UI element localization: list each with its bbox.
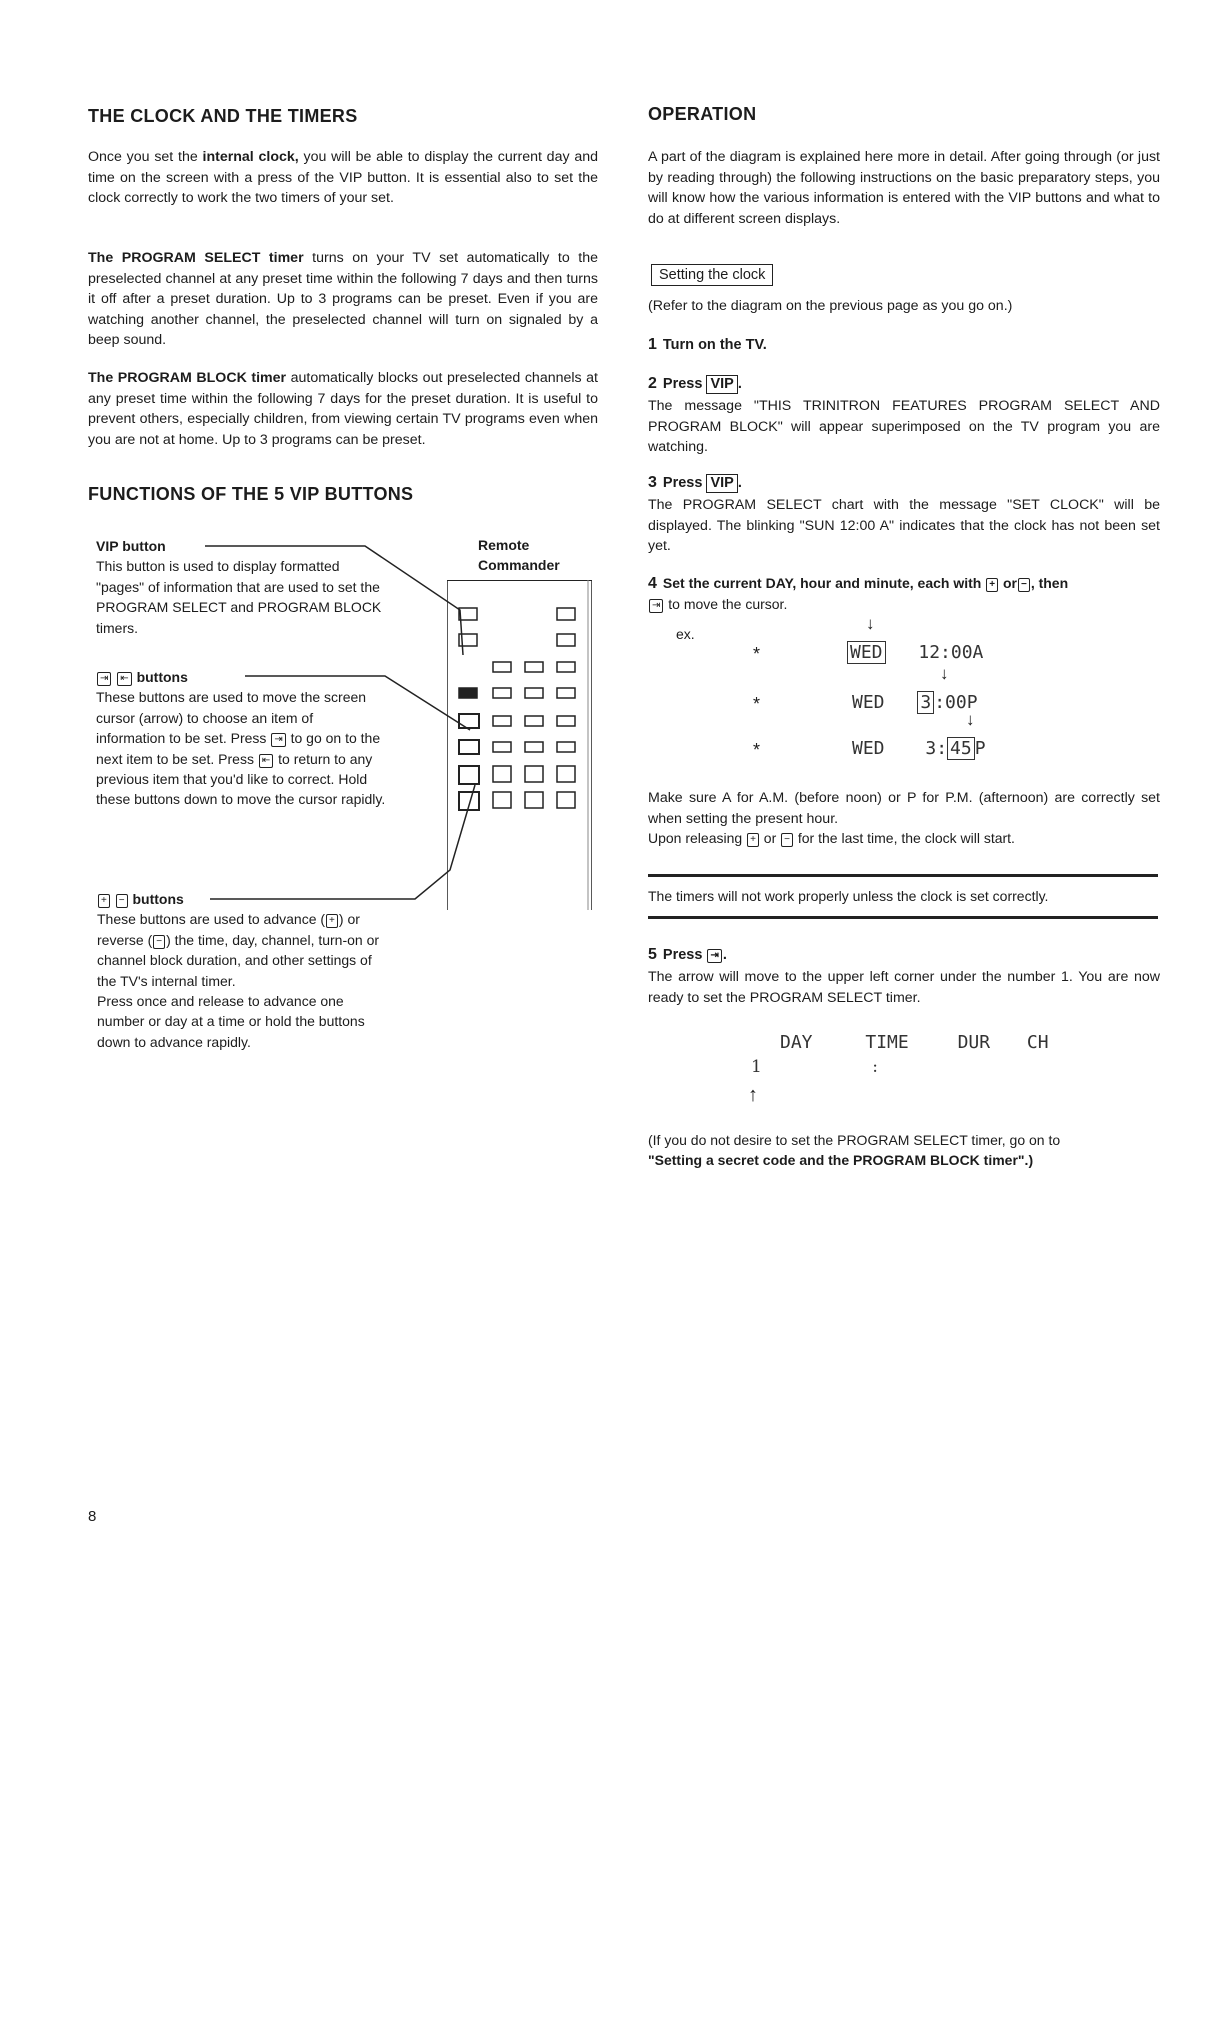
timer-table-header: DAY TIME DUR CH	[780, 1032, 1049, 1053]
arrow-down-icon: ↓	[966, 710, 975, 729]
minus-icon: −	[1018, 578, 1030, 592]
cursor-right-icon: ⇥	[707, 949, 721, 963]
step-5-heading: 5 Press ⇥ .	[648, 946, 727, 963]
minus-icon: −	[781, 833, 793, 847]
step-3-heading: 3 Press VIP .	[648, 474, 742, 491]
lcd-row-3: WED 3: 45 P	[852, 738, 986, 759]
star-marker: *	[753, 694, 761, 714]
internal-clock-paragraph: Once you set the internal clock, you will be able to display the current day and time on the screen with a press of the VIP button. It is essential also to set the clock correctly to work the two timers of your set.	[88, 149, 598, 207]
minus-icon: −	[116, 894, 128, 908]
upon-releasing-note: Upon releasing + or − for the last time, the clock will start.	[648, 830, 1015, 846]
plus-icon: +	[747, 833, 759, 847]
plus-icon: +	[326, 914, 338, 928]
skip-note: (If you do not desire to set the PROGRAM SELECT timer, go on to "Setting a secret code and the PROGRAM BLOCK timer".)	[648, 1132, 1061, 1169]
lcd-row-1: WED 12:00A	[847, 642, 983, 663]
cursor-left-icon: ⇤	[117, 672, 131, 686]
operation-intro: A part of the diagram is explained here more in detail. After going through (or just by reading through) the following instructions on the basic preparatory steps, you will know how the various information is entered with the VIP buttons and what to do at different screen displays.	[648, 149, 1160, 227]
minus-icon: −	[153, 935, 165, 949]
vip-button-icon: VIP	[706, 375, 737, 394]
remote-commander-label: Remote Commander	[478, 537, 560, 573]
warning-bottom-rule	[648, 916, 1158, 919]
functions-heading: FUNCTIONS OF THE 5 VIP BUTTONS	[88, 484, 414, 504]
step-4-sub: ⇥ to move the cursor.	[648, 594, 787, 614]
step-4-heading: 4 Set the current DAY, hour and minute, each with + or − , then	[648, 575, 1069, 592]
cursor-left-icon: ⇤	[259, 754, 273, 768]
arrow-up-icon: ↑	[748, 1084, 758, 1106]
lcd-row-2: WED 3 :00P	[852, 692, 978, 713]
plus-icon: +	[98, 894, 110, 908]
operation-heading: OPERATION	[648, 104, 757, 124]
plus-icon: +	[986, 578, 998, 592]
step-2-heading: 2 Press VIP .	[648, 375, 742, 392]
remote-commander-illustration	[447, 580, 592, 910]
program-block-paragraph: The PROGRAM BLOCK timer automatically blocks out preselected channels at any preset time within the following 7 days for the preset duration. It is useful to prevent others, especially children, from viewing certain TV programs even when you are not at home. Up to 3 programs can be preset.	[88, 370, 598, 448]
make-sure-note: Make sure A for A.M. (before noon) or P for P.M. (afternoon) are correctly set when setting the present hour.	[648, 790, 1160, 827]
example-label: ex.	[676, 626, 695, 642]
refer-note: (Refer to the diagram on the previous page as you go on.)	[648, 298, 1013, 314]
step-3-text: The PROGRAM SELECT chart with the message "SET CLOCK" will be displayed. The blinking "SUN 12:00 A" indicates that the clock has not been set yet.	[648, 497, 1160, 555]
plus-minus-buttons-description: + − buttons These buttons are used to advance ( + ) or reverse ( − ) the time, day, channel, turn-on or channel block duration, and other settings of the TV's internal timer. Press once and release to advance one number or day at a time or hold the buttons down to advance rapidly.	[97, 891, 380, 1050]
arrow-down-icon: ↓	[940, 664, 949, 683]
vip-button-icon: VIP	[706, 474, 737, 493]
cursor-right-icon: ⇥	[271, 733, 285, 747]
warning-top-rule	[648, 874, 1158, 877]
step-1: 1 Turn on the TV.	[648, 336, 767, 353]
clock-timers-heading: THE CLOCK AND THE TIMERS	[88, 106, 358, 126]
timer-table-row: 1 :	[751, 1057, 878, 1077]
clock-warning: The timers will not work properly unless the clock is set correctly.	[648, 888, 1049, 904]
page-number: 8	[88, 1508, 97, 1525]
vip-button-description: VIP button This button is used to display formatted "pages" of information that are used to set the PROGRAM SELECT and PROGRAM BLOCK timers.	[96, 538, 382, 636]
cursor-right-icon: ⇥	[97, 672, 111, 686]
star-marker: *	[753, 740, 761, 760]
step-2-text: The message "THIS TRINITRON FEATURES PROGRAM SELECT AND PROGRAM BLOCK" will appear superimposed on the TV program you are watching.	[648, 398, 1160, 456]
program-select-paragraph: The PROGRAM SELECT timer turns on your TV set automatically to the preselected channel at any preset time within the following 7 days and then turns it off after a preset duration. Up to 3 programs can be preset. Even if you are watching another channel, the preselected channel will turn on signaled by a beep sound.	[88, 250, 598, 349]
step-5-text: The arrow will move to the upper left corner under the number 1. You are now ready to set the PROGRAM SELECT timer.	[648, 969, 1160, 1006]
cursor-buttons-description: ⇥ ⇤ buttons These buttons are used to move the screen cursor (arrow) to choose an item of information to be set. Press ⇥ to go on to the next item to be set. Press ⇤ to return to any previous item that you'd like to correct. Hold these buttons down to move the cursor rapidly.	[96, 669, 386, 808]
setting-the-clock-box: Setting the clock	[651, 264, 773, 286]
arrow-down-icon: ↓	[866, 614, 875, 633]
star-marker: *	[753, 644, 761, 664]
cursor-right-icon: ⇥	[649, 599, 663, 613]
